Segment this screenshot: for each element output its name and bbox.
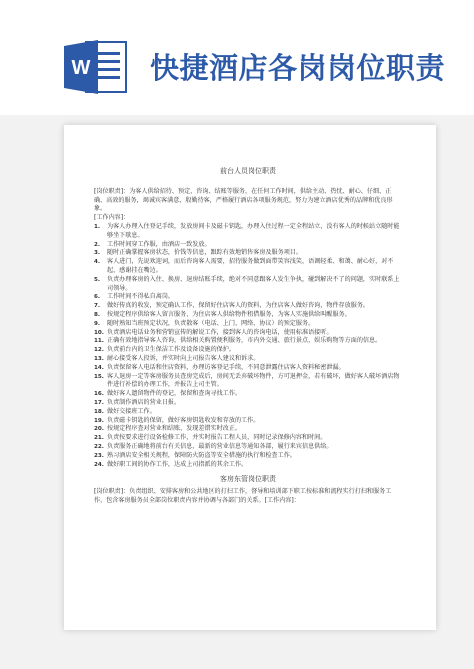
item-number: 10. [94, 329, 104, 336]
list-item [94, 302, 402, 311]
list-item [94, 373, 402, 391]
item-number: 7. [94, 303, 101, 310]
item-text: 耐心接受客人投诉，并实时向上司报告客人建议和诉求。 [107, 354, 260, 362]
item-number: 3. [94, 250, 101, 257]
list-item [94, 293, 402, 302]
list-item [94, 249, 402, 258]
item-text: 客人进门，先说欢迎词，而后咨询客人需要，招待服务做到面带笑容浅笑，语调轻柔、和蔼、耐心好，对不起，感谢挂在嘴边。 [107, 258, 394, 274]
item-number: 13. [94, 355, 104, 362]
duty-paragraph-housekeeping: [岗位职责]：负责组织、安排客房和公共地区的打扫工作，督导和培训部下职工按标准和流程实行打扫和服务工作，包含客房服务员全部岗位职责内容并协调与各部门的关系。[工作内容]： [94, 488, 392, 504]
item-number: 18. [94, 408, 104, 415]
item-text: 随时正确掌握客房状态，价钱等信息，跟踪有效地销售客房及服务项目。 [107, 249, 302, 257]
list-item [94, 346, 402, 355]
work-content-label: [工作内容]： [94, 214, 130, 222]
item-text: 负责前台内的卫生保洁工作及设备设施的保护。 [107, 346, 235, 354]
svg-text:W: W [71, 57, 91, 79]
list-item [94, 364, 402, 373]
list-item [94, 461, 402, 470]
item-number: 19. [94, 417, 104, 424]
list-item [94, 355, 402, 364]
item-text: 熟习酒店安全相关规程，保障防火防盗等安全措施的执行和检查工作。 [107, 451, 296, 459]
list-item [94, 320, 402, 329]
duty-list [94, 223, 402, 469]
item-text: 负责保留客人电话和住店资料，办理访客登记手续，不同意泄露住店客人资料秘密泄漏。 [107, 363, 345, 371]
list-item [94, 425, 402, 434]
list-item [94, 408, 402, 417]
duty-paragraph-front-desk: [岗位职责]：为客人供给招待、预定、咨询、结账等服务，在任何工作时间，供给主动、热忱、耐心、仔细、正确、高效的服务，竭诚宾客满意，殷勤待客，严格履行酒店各项服务规范，努力为建立酒店优秀的品牌和优良形象。 [94, 187, 393, 213]
item-text: 负责酒店电话业务和营销宣传的解说工作，接到客人的咨询电话，使用标准语接听。 [107, 328, 333, 336]
item-number: 9. [94, 320, 101, 327]
item-number: 22. [94, 443, 104, 450]
item-number: 12. [94, 347, 104, 354]
item-number: 21. [94, 435, 104, 442]
footer-strip [0, 636, 474, 669]
item-text: 做好交接班工作。 [107, 407, 156, 415]
list-item [94, 258, 402, 276]
word-document-icon [64, 38, 128, 96]
item-text: 客人退房一定等客房服务员查房完成后，房间无丢弃破坏物件，方可退押金，若有破坏，做好客人破坏酒店物件进行补偿的办理工作，并报告上司主管。 [107, 372, 400, 389]
section-title-housekeeping: 客房东管岗位职责 [220, 475, 276, 484]
item-text: 负责按要求进行设备检修工作，并实时报告工程人员，同时记录保修内容和时间。 [107, 434, 327, 442]
header-bar [0, 0, 474, 115]
list-item [94, 399, 402, 408]
list-item [94, 452, 402, 461]
document-title: 快捷酒店各岗岗位职责 [150, 51, 446, 85]
item-text: 工作时间穿工作服，由酒店一致发放。 [107, 240, 211, 248]
list-item [94, 276, 402, 294]
section-title-front-desk: 前台人员岗位职责 [220, 167, 276, 175]
item-text: 负责制作酒店的营业日报。 [107, 398, 181, 406]
item-number: 2. [94, 241, 101, 248]
item-number: 23. [94, 452, 104, 459]
item-text: 负责办理客房的入住、换房、退房结账手续，绝对不同意跟客人发生争执，碰到解决不了的问题，实时联系上司领导。 [107, 275, 400, 292]
item-text: 为客人办理入住登记手续，发放房间卡及磁卡钥匙，办理入住过程一定全程站立，没有客人的时候站立随时能够坐下歇息。 [107, 222, 400, 239]
list-item [94, 337, 402, 346]
item-number: 15. [94, 373, 104, 380]
item-number: 14. [94, 364, 104, 371]
item-number: 6. [94, 294, 101, 301]
item-text: 负责磁卡钥匙的保留，做好客房钥匙收发和存放的工作。 [107, 416, 260, 424]
item-text: 按规定程序查对营业和结账，发现差错实时改正。 [107, 425, 242, 433]
item-number: 16. [94, 391, 104, 398]
item-number: 1. [94, 223, 101, 230]
list-item [94, 417, 402, 426]
list-item [94, 223, 402, 241]
list-item [94, 443, 402, 452]
list-item [94, 311, 402, 320]
list-item [94, 390, 402, 399]
item-number: 24. [94, 461, 104, 468]
item-number: 20. [94, 426, 104, 433]
item-number: 17. [94, 399, 104, 406]
document-page [64, 125, 436, 630]
item-number: 4. [94, 259, 101, 266]
item-number: 11. [94, 338, 104, 345]
item-text: 工作时间不得私自离岗。 [107, 293, 175, 301]
item-number: 5. [94, 276, 101, 283]
item-text: 随时熟知当班预定状况，负责散客（电话、上门、网络、协议）的预定服务。 [107, 319, 315, 327]
item-text: 做好客人遗留物件的登记，保留和查询寻找工作。 [107, 390, 242, 398]
item-text: 做好传真的收发，预定确认工作，保留好住店客人的资料，为住店客人做好咨询，物件存放服务。 [107, 302, 370, 310]
list-item [94, 434, 402, 443]
item-number: 8. [94, 311, 101, 318]
item-text: 按规定程序供给客人留言服务，为住店客人供给物件租借服务，为客人实施供给叫醒服务。 [107, 310, 351, 318]
item-text: 正确有效地指导客人咨询，供给相关购置便利服务，市内外交通、旅行景点，娱乐购物等方面的信息。 [107, 337, 382, 345]
item-text: 做好职工间的协作工作，达成上司指派的其余工作。 [107, 460, 248, 468]
item-text: 负责服务正确地将前台有关信息，最新的营业信息等通知各部，履行来宾信息供给。 [107, 442, 333, 450]
